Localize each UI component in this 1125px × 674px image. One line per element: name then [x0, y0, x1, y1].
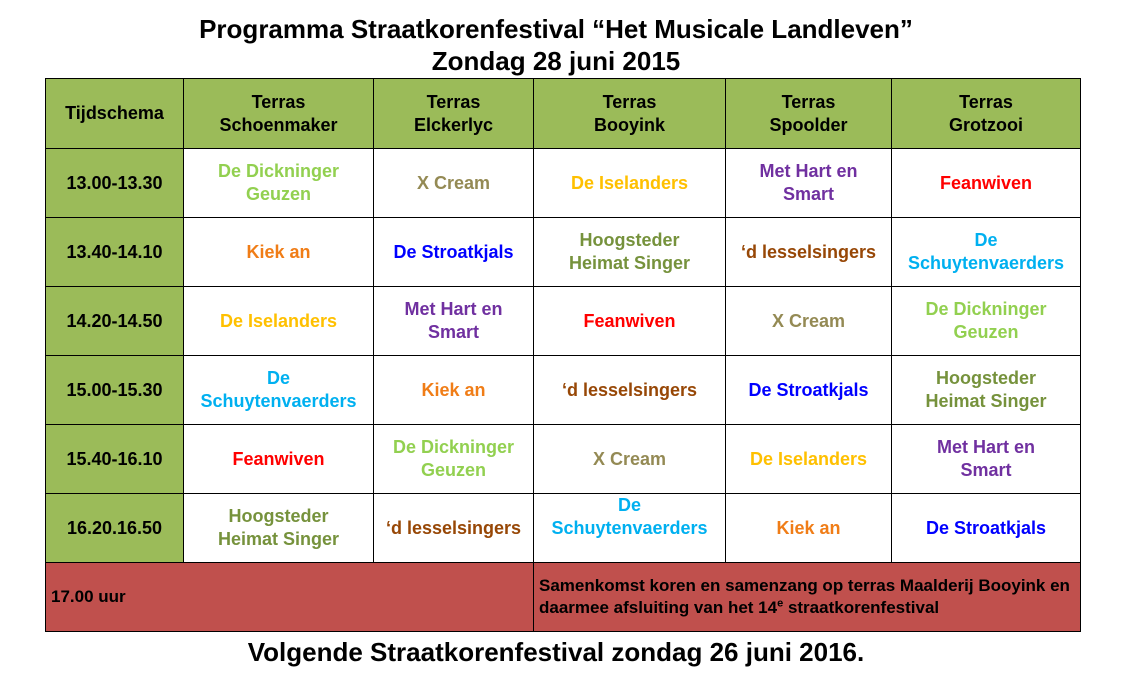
act-name-line1: Met Hart en: [936, 437, 1035, 457]
time-slot: 13.00-13.30: [46, 149, 184, 218]
act-cell: [726, 287, 892, 356]
schedule-row: [46, 356, 1081, 425]
act-name-line1: De Stroatkjals: [925, 517, 1047, 538]
act-name-line2: Smart: [960, 460, 1012, 480]
schedule-row: [46, 218, 1081, 287]
act-cell: [726, 425, 892, 494]
header-terras-grotzooi: Terras Grotzooi: [892, 79, 1081, 149]
act-cell: [374, 218, 534, 287]
closing-time: 17.00 uur: [46, 563, 534, 632]
act-cell: [534, 287, 726, 356]
act-name-line1: ‘d lesselsingers: [561, 379, 698, 400]
act-cell: [374, 494, 534, 563]
act-cell: [184, 425, 374, 494]
closing-text: Samenkomst koren en samenzang op terras Maalderij Booyink en daarmee afsluiting van het 14e straatkorenfestival: [534, 563, 1081, 632]
act-cell: [892, 356, 1081, 425]
act-name-line1: Feanwiven: [583, 310, 676, 331]
act-name-line2: Schuytenvaerders: [551, 518, 708, 538]
act-cell: [892, 218, 1081, 287]
time-slot: 16.20.16.50: [46, 494, 184, 563]
act-name-line2: Heimat Singer: [568, 253, 691, 273]
act-name-line1: Feanwiven: [939, 172, 1033, 193]
act-cell: [184, 149, 374, 218]
act-cell: [726, 356, 892, 425]
act-name-line1: De Stroatkjals: [748, 379, 869, 400]
act-name-line2: Geuzen: [420, 460, 486, 480]
header-time: Tijdschema: [46, 79, 184, 149]
act-name-line1: De Iselanders: [749, 448, 868, 469]
act-cell: [184, 494, 374, 563]
time-slot: 15.40-16.10: [46, 425, 184, 494]
act-cell: [184, 287, 374, 356]
act-name-line1: Hoogsteder: [935, 368, 1036, 388]
act-name-line1: De Dickninger: [925, 299, 1047, 319]
act-name-line2: Geuzen: [245, 184, 311, 204]
act-cell: [184, 356, 374, 425]
header-row: [46, 79, 1081, 149]
act-name-line1: X Cream: [416, 172, 491, 193]
act-name-line1: Feanwiven: [232, 448, 325, 469]
act-name-line1: Kiek an: [246, 241, 311, 262]
header-terras-spoolder: Terras Spoolder: [726, 79, 892, 149]
act-name-line1: Met Hart en: [759, 161, 858, 181]
act-cell: [374, 287, 534, 356]
closing-row: [46, 563, 1081, 632]
act-cell: [534, 149, 726, 218]
page-subtitle-date: Zondag 28 juni 2015: [431, 46, 681, 76]
header-terras-booyink: Terras Booyink: [534, 79, 726, 149]
act-name-line2: Geuzen: [953, 322, 1019, 342]
act-cell: [374, 425, 534, 494]
schedule-table: [45, 78, 1081, 632]
act-name-line1: De: [266, 368, 290, 388]
act-name-line1: Kiek an: [421, 379, 486, 400]
page-title: Programma Straatkorenfestival “Het Musicale Landleven”: [199, 14, 913, 44]
act-name-line1: De Stroatkjals: [393, 241, 514, 262]
act-cell: [534, 218, 726, 287]
act-name-line2: Heimat Singer: [925, 391, 1047, 411]
time-slot: 14.20-14.50: [46, 287, 184, 356]
act-name-line1: Hoogsteder: [228, 506, 329, 526]
time-slot: 13.40-14.10: [46, 218, 184, 287]
act-name-line1: X Cream: [592, 448, 667, 469]
act-cell: [892, 149, 1081, 218]
act-name-line1: Met Hart en: [404, 299, 503, 319]
act-name-line1: Hoogsteder: [579, 230, 680, 250]
act-name-line2: Smart: [427, 322, 480, 342]
act-cell: [892, 494, 1081, 563]
act-cell: [534, 356, 726, 425]
schedule-row: [46, 425, 1081, 494]
act-cell: [726, 149, 892, 218]
act-name-line1: De Dickninger: [392, 437, 515, 457]
act-name-line1: Kiek an: [776, 517, 841, 538]
act-cell: [184, 218, 374, 287]
act-name-line1: De Iselanders: [219, 310, 338, 331]
act-name-line1: De: [617, 495, 641, 515]
act-name-line1: ‘d lesselsingers: [385, 517, 522, 538]
act-name-line2: Schuytenvaerders: [907, 253, 1065, 273]
act-name-line1: De Iselanders: [570, 172, 689, 193]
act-name-line1: De: [974, 230, 998, 250]
schedule-row: [46, 287, 1081, 356]
act-name-line1: X Cream: [771, 310, 846, 331]
act-name-line2: Schuytenvaerders: [200, 391, 357, 411]
act-cell: [534, 425, 726, 494]
time-slot: 15.00-15.30: [46, 356, 184, 425]
act-name-line2: Smart: [782, 184, 835, 204]
act-cell: [892, 287, 1081, 356]
act-name-line1: ‘d lesselsingers: [740, 241, 877, 262]
footer-next-festival: Volgende Straatkorenfestival zondag 26 juni 2016.: [247, 637, 865, 667]
schedule-row: [46, 494, 1081, 563]
act-cell: [534, 494, 726, 563]
act-name-line1: De Dickninger: [217, 161, 340, 181]
header-terras-elckerlyc: Terras Elckerlyc: [374, 79, 534, 149]
schedule-row: [46, 149, 1081, 218]
act-cell: [726, 494, 892, 563]
act-cell: [374, 149, 534, 218]
header-terras-schoenmaker: Terras Schoenmaker: [184, 79, 374, 149]
act-name-line2: Heimat Singer: [217, 529, 340, 549]
act-cell: [726, 218, 892, 287]
act-cell: [892, 425, 1081, 494]
act-cell: [374, 356, 534, 425]
